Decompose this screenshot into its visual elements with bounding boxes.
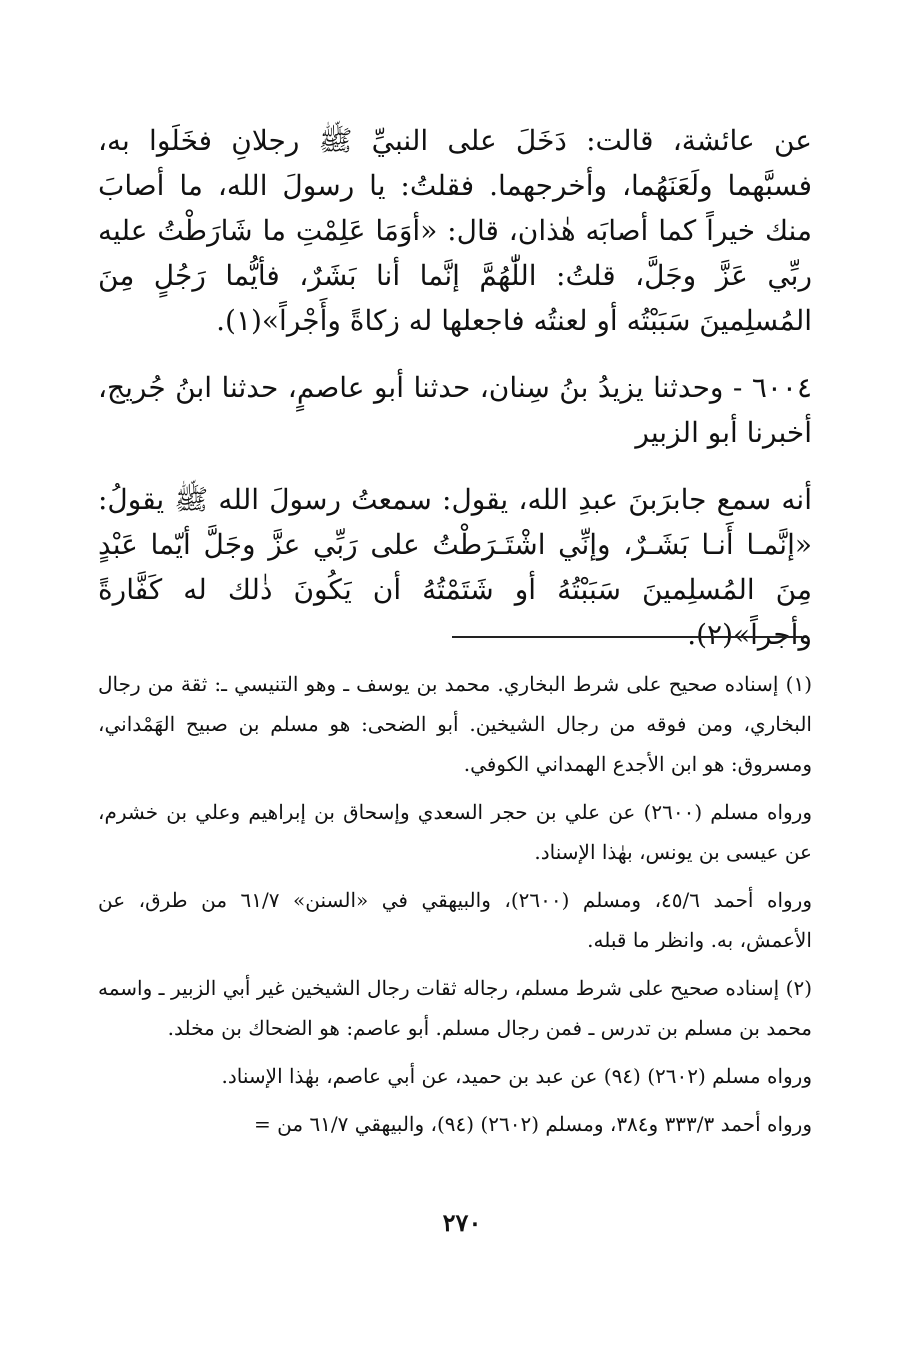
hadith-paragraph-jabir: أنه سمع جابرَبنَ عبدِ الله، يقول: سمعتُ رسولَ الله ﷺ يقولُ: «إنَّمـا أَنـا بَشَـرٌ، وإنِّي اشْتَـرَطْتُ على رَبِّي عزَّ وجَلَّ أيّما عَبْدٍ مِنَ المُسلِمينَ سَبَبْتُهُ أو شَتَمْتُهُ أن يَكُونَ ذٰلك له كَفَّارةً وأجراً»(٢).	[98, 483, 812, 651]
footnote-2: (٢) إسناده صحيح على شرط مسلم، رجاله ثقات رجال الشيخين غير أبي الزبير ـ واسمه محمد بن مسلم بن تدرس ـ فمن رجال مسلم. أبو عاصم: هو الضحاك بن مخلد.	[98, 976, 812, 1040]
footnote-1-ahmad: ورواه أحمد ٤٥/٦، ومسلم (٢٦٠٠)، والبيهقي في «السنن» ٦١/٧ من طرق، عن الأعمش، به. وانظر ما قبله.	[98, 888, 813, 952]
page-number: ٢٧٠	[442, 1208, 482, 1237]
footnote-1: (١) إسناده صحيح على شرط البخاري. محمد بن يوسف ـ وهو التنيسي ـ: ثقة من رجال البخاري، ومن فوقه من رجال الشيخين. أبو الضحى: هو مسلم بن صبيح الهَمْداني، ومسروق: هو ابن الأجدع الهمداني الكوفي.	[98, 672, 812, 776]
footnote-2-ahmad: ورواه أحمد ٣٣٣/٣ و٣٨٤، ومسلم (٢٦٠٢) (٩٤)، والبيهقي ٦١/٧ من =	[254, 1112, 812, 1136]
hadith-paragraph-aisha: عن عائشة، قالت: دَخَلَ على النبيِّ ﷺ رجلانِ فخَلَوا به، فسبَّهما ولَعَنَهُما، وأخرجهما. فقلتُ: يا رسولَ الله، ما أصابَ منك خيراً كما أصابَه هٰذان، قال: «أوَمَا عَلِمْتِ ما شَارَطْتُ عليه ربِّي عَزَّ وجَلَّ، قلتُ: اللّٰهُمَّ إنَّما أنا بَشَرٌ، فأيُّما رَجُلٍ مِنَ المُسلِمينَ سَبَبْتُه أو لعنتُه فاجعلها له زكاةً وأَجْراً»(١).	[98, 124, 813, 337]
footnote-divider	[452, 636, 802, 638]
main-text	[98, 118, 812, 657]
footnote-1-muslim: ورواه مسلم (٢٦٠٠) عن علي بن حجر السعدي وإسحاق بن إبراهيم وعلي بن خشرم، عن عيسى بن يونس، بهٰذا الإسناد.	[98, 800, 812, 864]
footnote-2-muslim: ورواه مسلم (٢٦٠٢) (٩٤) عن عبد بن حميد، عن أبي عاصم، بهٰذا الإسناد.	[221, 1064, 812, 1088]
footnotes	[98, 664, 812, 1144]
hadith-isnad-6004: ٦٠٠٤ - وحدثنا يزيدُ بنُ سِنان، حدثنا أبو عاصمٍ، حدثنا ابنُ جُريج، أخبرنا أبو الزبير	[98, 371, 812, 449]
